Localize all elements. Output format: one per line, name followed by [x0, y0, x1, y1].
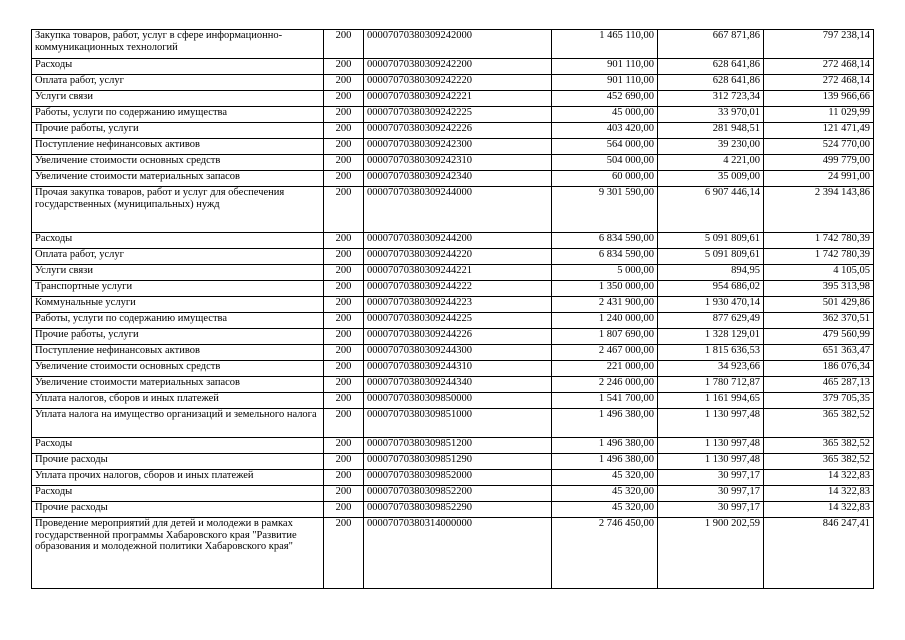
row-classification-code-cell: 00007070380309852000	[364, 470, 552, 486]
row-executed-amount-cell: 35 009,00	[658, 171, 764, 187]
row-line-code-cell: 200	[324, 393, 364, 409]
table-row	[32, 454, 874, 470]
budget-execution-table	[31, 29, 874, 589]
table-row	[32, 470, 874, 486]
row-name-cell: Уплата налогов, сборов и иных платежей	[32, 393, 324, 409]
row-name-cell: Расходы	[32, 486, 324, 502]
row-remaining-amount-cell: 1 742 780,39	[764, 249, 874, 265]
row-executed-amount-cell: 6 907 446,14	[658, 187, 764, 233]
row-executed-amount-cell: 1 780 712,87	[658, 377, 764, 393]
row-remaining-amount-cell: 846 247,41	[764, 518, 874, 589]
row-classification-code-cell: 00007070380309244223	[364, 297, 552, 313]
table-row	[32, 30, 874, 59]
row-remaining-amount-cell: 2 394 143,86	[764, 187, 874, 233]
row-executed-amount-cell: 1 328 129,01	[658, 329, 764, 345]
row-approved-amount-cell: 504 000,00	[552, 155, 658, 171]
row-executed-amount-cell: 628 641,86	[658, 75, 764, 91]
row-executed-amount-cell: 1 130 997,48	[658, 438, 764, 454]
row-classification-code-cell: 00007070380314000000	[364, 518, 552, 589]
row-remaining-amount-cell: 14 322,83	[764, 502, 874, 518]
table-row	[32, 249, 874, 265]
table-row	[32, 361, 874, 377]
row-executed-amount-cell: 5 091 809,61	[658, 233, 764, 249]
row-classification-code-cell: 00007070380309242200	[364, 59, 552, 75]
row-name-cell: Расходы	[32, 438, 324, 454]
row-approved-amount-cell: 901 110,00	[552, 75, 658, 91]
row-classification-code-cell: 00007070380309851290	[364, 454, 552, 470]
row-executed-amount-cell: 894,95	[658, 265, 764, 281]
row-name-cell: Увеличение стоимости основных средств	[32, 361, 324, 377]
row-executed-amount-cell: 312 723,34	[658, 91, 764, 107]
row-approved-amount-cell: 45 320,00	[552, 470, 658, 486]
row-name-cell: Услуги связи	[32, 265, 324, 281]
row-line-code-cell: 200	[324, 91, 364, 107]
row-line-code-cell: 200	[324, 329, 364, 345]
row-line-code-cell: 200	[324, 345, 364, 361]
row-executed-amount-cell: 30 997,17	[658, 470, 764, 486]
row-line-code-cell: 200	[324, 171, 364, 187]
row-classification-code-cell: 00007070380309242226	[364, 123, 552, 139]
row-classification-code-cell: 00007070380309244221	[364, 265, 552, 281]
row-classification-code-cell: 00007070380309242225	[364, 107, 552, 123]
row-remaining-amount-cell: 121 471,49	[764, 123, 874, 139]
row-approved-amount-cell: 2 431 900,00	[552, 297, 658, 313]
row-line-code-cell: 200	[324, 502, 364, 518]
row-remaining-amount-cell: 797 238,14	[764, 30, 874, 59]
row-executed-amount-cell: 281 948,51	[658, 123, 764, 139]
row-name-cell: Расходы	[32, 59, 324, 75]
table-row	[32, 438, 874, 454]
row-approved-amount-cell: 2 746 450,00	[552, 518, 658, 589]
row-line-code-cell: 200	[324, 139, 364, 155]
table-row	[32, 486, 874, 502]
row-executed-amount-cell: 628 641,86	[658, 59, 764, 75]
row-line-code-cell: 200	[324, 265, 364, 281]
row-approved-amount-cell: 45 000,00	[552, 107, 658, 123]
row-line-code-cell: 200	[324, 281, 364, 297]
row-name-cell: Увеличение стоимости материальных запасов	[32, 377, 324, 393]
row-classification-code-cell: 00007070380309244222	[364, 281, 552, 297]
row-executed-amount-cell: 30 997,17	[658, 502, 764, 518]
row-remaining-amount-cell: 365 382,52	[764, 438, 874, 454]
row-classification-code-cell: 00007070380309244000	[364, 187, 552, 233]
row-line-code-cell: 200	[324, 249, 364, 265]
row-approved-amount-cell: 1 496 380,00	[552, 438, 658, 454]
row-approved-amount-cell: 6 834 590,00	[552, 249, 658, 265]
row-executed-amount-cell: 4 221,00	[658, 155, 764, 171]
row-line-code-cell: 200	[324, 454, 364, 470]
row-line-code-cell: 200	[324, 59, 364, 75]
row-remaining-amount-cell: 479 560,99	[764, 329, 874, 345]
table-row	[32, 345, 874, 361]
row-approved-amount-cell: 1 240 000,00	[552, 313, 658, 329]
row-name-cell: Проведение мероприятий для детей и молодежи в рамках государственной программы Хабаровского края "Развитие образования и молодежной политики Хабаровского края"	[32, 518, 324, 589]
row-classification-code-cell: 00007070380309244310	[364, 361, 552, 377]
row-classification-code-cell: 00007070380309242220	[364, 75, 552, 91]
row-approved-amount-cell: 1 350 000,00	[552, 281, 658, 297]
row-classification-code-cell: 00007070380309851200	[364, 438, 552, 454]
table-row	[32, 297, 874, 313]
row-approved-amount-cell: 564 000,00	[552, 139, 658, 155]
row-name-cell: Прочие расходы	[32, 502, 324, 518]
row-name-cell: Работы, услуги по содержанию имущества	[32, 313, 324, 329]
table-row	[32, 518, 874, 589]
row-name-cell: Поступление нефинансовых активов	[32, 345, 324, 361]
table-row	[32, 409, 874, 438]
row-remaining-amount-cell: 501 429,86	[764, 297, 874, 313]
table-row	[32, 171, 874, 187]
row-remaining-amount-cell: 365 382,52	[764, 409, 874, 438]
row-remaining-amount-cell: 1 742 780,39	[764, 233, 874, 249]
table-row	[32, 281, 874, 297]
row-name-cell: Прочие работы, услуги	[32, 329, 324, 345]
row-classification-code-cell: 00007070380309244226	[364, 329, 552, 345]
row-approved-amount-cell: 2 467 000,00	[552, 345, 658, 361]
row-approved-amount-cell: 901 110,00	[552, 59, 658, 75]
row-remaining-amount-cell: 14 322,83	[764, 470, 874, 486]
row-name-cell: Прочие расходы	[32, 454, 324, 470]
table-row	[32, 265, 874, 281]
row-line-code-cell: 200	[324, 233, 364, 249]
table-row	[32, 377, 874, 393]
row-remaining-amount-cell: 11 029,99	[764, 107, 874, 123]
row-line-code-cell: 200	[324, 409, 364, 438]
row-remaining-amount-cell: 651 363,47	[764, 345, 874, 361]
row-line-code-cell: 200	[324, 187, 364, 233]
table-row	[32, 155, 874, 171]
row-name-cell: Прочие работы, услуги	[32, 123, 324, 139]
table-row	[32, 393, 874, 409]
row-approved-amount-cell: 452 690,00	[552, 91, 658, 107]
row-approved-amount-cell: 1 496 380,00	[552, 409, 658, 438]
row-approved-amount-cell: 5 000,00	[552, 265, 658, 281]
row-classification-code-cell: 00007070380309244220	[364, 249, 552, 265]
row-line-code-cell: 200	[324, 470, 364, 486]
row-executed-amount-cell: 1 815 636,53	[658, 345, 764, 361]
row-executed-amount-cell: 1 161 994,65	[658, 393, 764, 409]
row-approved-amount-cell: 1 496 380,00	[552, 454, 658, 470]
row-executed-amount-cell: 1 930 470,14	[658, 297, 764, 313]
row-remaining-amount-cell: 272 468,14	[764, 59, 874, 75]
row-remaining-amount-cell: 524 770,00	[764, 139, 874, 155]
row-remaining-amount-cell: 379 705,35	[764, 393, 874, 409]
row-remaining-amount-cell: 14 322,83	[764, 486, 874, 502]
table-row	[32, 75, 874, 91]
row-remaining-amount-cell: 365 382,52	[764, 454, 874, 470]
row-classification-code-cell: 00007070380309242221	[364, 91, 552, 107]
row-executed-amount-cell: 954 686,02	[658, 281, 764, 297]
row-classification-code-cell: 00007070380309244225	[364, 313, 552, 329]
row-classification-code-cell: 00007070380309242310	[364, 155, 552, 171]
row-executed-amount-cell: 667 871,86	[658, 30, 764, 59]
row-remaining-amount-cell: 499 779,00	[764, 155, 874, 171]
row-remaining-amount-cell: 465 287,13	[764, 377, 874, 393]
row-remaining-amount-cell: 186 076,34	[764, 361, 874, 377]
table-row	[32, 59, 874, 75]
row-approved-amount-cell: 9 301 590,00	[552, 187, 658, 233]
table-row	[32, 139, 874, 155]
row-remaining-amount-cell: 362 370,51	[764, 313, 874, 329]
row-approved-amount-cell: 45 320,00	[552, 486, 658, 502]
table-row	[32, 313, 874, 329]
row-approved-amount-cell: 1 541 700,00	[552, 393, 658, 409]
row-classification-code-cell: 00007070380309244340	[364, 377, 552, 393]
table-row	[32, 502, 874, 518]
row-line-code-cell: 200	[324, 155, 364, 171]
row-name-cell: Уплата прочих налогов, сборов и иных платежей	[32, 470, 324, 486]
row-classification-code-cell: 00007070380309242340	[364, 171, 552, 187]
row-classification-code-cell: 00007070380309852290	[364, 502, 552, 518]
table-body	[32, 30, 874, 589]
row-name-cell: Увеличение стоимости материальных запасов	[32, 171, 324, 187]
row-remaining-amount-cell: 24 991,00	[764, 171, 874, 187]
row-approved-amount-cell: 221 000,00	[552, 361, 658, 377]
row-name-cell: Услуги связи	[32, 91, 324, 107]
row-name-cell: Коммунальные услуги	[32, 297, 324, 313]
row-name-cell: Работы, услуги по содержанию имущества	[32, 107, 324, 123]
row-line-code-cell: 200	[324, 486, 364, 502]
row-name-cell: Поступление нефинансовых активов	[32, 139, 324, 155]
row-executed-amount-cell: 30 997,17	[658, 486, 764, 502]
row-approved-amount-cell: 1 465 110,00	[552, 30, 658, 59]
row-line-code-cell: 200	[324, 518, 364, 589]
row-executed-amount-cell: 877 629,49	[658, 313, 764, 329]
table-row	[32, 91, 874, 107]
row-approved-amount-cell: 6 834 590,00	[552, 233, 658, 249]
row-executed-amount-cell: 1 130 997,48	[658, 454, 764, 470]
row-executed-amount-cell: 39 230,00	[658, 139, 764, 155]
row-line-code-cell: 200	[324, 30, 364, 59]
row-classification-code-cell: 00007070380309852200	[364, 486, 552, 502]
row-classification-code-cell: 00007070380309244300	[364, 345, 552, 361]
table-row	[32, 187, 874, 233]
row-name-cell: Увеличение стоимости основных средств	[32, 155, 324, 171]
row-line-code-cell: 200	[324, 297, 364, 313]
row-name-cell: Закупка товаров, работ, услуг в сфере информационно-коммуникационных технологий	[32, 30, 324, 59]
row-line-code-cell: 200	[324, 75, 364, 91]
row-classification-code-cell: 00007070380309242300	[364, 139, 552, 155]
row-name-cell: Оплата работ, услуг	[32, 75, 324, 91]
row-classification-code-cell: 00007070380309851000	[364, 409, 552, 438]
row-name-cell: Оплата работ, услуг	[32, 249, 324, 265]
row-executed-amount-cell: 33 970,01	[658, 107, 764, 123]
row-name-cell: Расходы	[32, 233, 324, 249]
row-remaining-amount-cell: 395 313,98	[764, 281, 874, 297]
row-line-code-cell: 200	[324, 377, 364, 393]
table-row	[32, 123, 874, 139]
row-line-code-cell: 200	[324, 313, 364, 329]
row-executed-amount-cell: 34 923,66	[658, 361, 764, 377]
table-row	[32, 329, 874, 345]
row-name-cell: Уплата налога на имущество организаций и земельного налога	[32, 409, 324, 438]
row-line-code-cell: 200	[324, 123, 364, 139]
table-row	[32, 107, 874, 123]
row-approved-amount-cell: 45 320,00	[552, 502, 658, 518]
row-remaining-amount-cell: 4 105,05	[764, 265, 874, 281]
row-approved-amount-cell: 1 807 690,00	[552, 329, 658, 345]
row-classification-code-cell: 00007070380309850000	[364, 393, 552, 409]
row-line-code-cell: 200	[324, 107, 364, 123]
row-name-cell: Транспортные услуги	[32, 281, 324, 297]
row-name-cell: Прочая закупка товаров, работ и услуг для обеспечения государственных (муниципальных) нужд	[32, 187, 324, 233]
row-executed-amount-cell: 5 091 809,61	[658, 249, 764, 265]
row-classification-code-cell: 00007070380309244200	[364, 233, 552, 249]
row-line-code-cell: 200	[324, 361, 364, 377]
row-executed-amount-cell: 1 130 997,48	[658, 409, 764, 438]
row-remaining-amount-cell: 139 966,66	[764, 91, 874, 107]
row-line-code-cell: 200	[324, 438, 364, 454]
row-executed-amount-cell: 1 900 202,59	[658, 518, 764, 589]
row-remaining-amount-cell: 272 468,14	[764, 75, 874, 91]
row-approved-amount-cell: 403 420,00	[552, 123, 658, 139]
row-approved-amount-cell: 2 246 000,00	[552, 377, 658, 393]
table-row	[32, 233, 874, 249]
row-approved-amount-cell: 60 000,00	[552, 171, 658, 187]
row-classification-code-cell: 00007070380309242000	[364, 30, 552, 59]
